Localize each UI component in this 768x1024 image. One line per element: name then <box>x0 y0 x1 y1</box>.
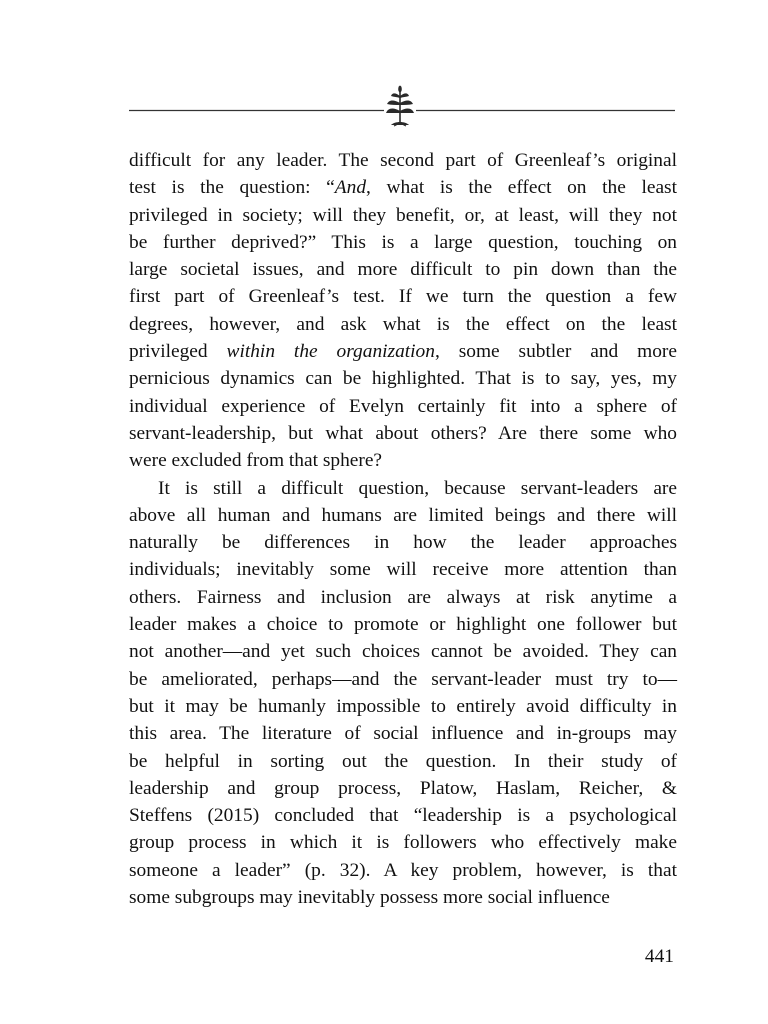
text-line <box>129 857 677 884</box>
text-line <box>129 475 677 502</box>
text-segment: Steffens (2015) concluded that “leadership is a psychological <box>129 805 677 827</box>
text-line <box>129 174 677 201</box>
text-segment: group process in which it is followers who effectively make <box>129 832 677 854</box>
text-line <box>129 256 677 283</box>
text-line <box>129 502 677 529</box>
body-text <box>129 147 677 911</box>
text-segment: others. Fairness and inclusion are always at risk anytime a <box>129 586 677 608</box>
text-line <box>129 202 677 229</box>
text-segment: above all human and humans are limited beings and there will <box>129 504 677 526</box>
text-segment: leader makes a choice to promote or highlight one follower but <box>129 614 677 636</box>
text-segment: individuals; inevitably some will receive more attention than <box>129 559 677 581</box>
text-segment: not another—and yet such choices cannot be avoided. They can <box>129 641 677 663</box>
text-segment: , what is the effect on the least <box>366 177 677 199</box>
paragraph <box>129 147 677 475</box>
text-segment: difficult for any leader. The second part of Greenleaf’s original <box>129 150 677 171</box>
text-segment: privileged in society; will they benefit, or, at least, will they not <box>129 204 677 226</box>
text-line <box>129 365 677 392</box>
text-line <box>129 802 677 829</box>
text-line <box>129 556 677 583</box>
text-segment: first part of Greenleaf’s test. If we turn the question a few <box>129 286 677 308</box>
text-line <box>129 338 677 365</box>
text-segment: be ameliorated, perhaps—and the servant-leader must try to— <box>129 668 677 690</box>
text-line <box>129 748 677 775</box>
text-line <box>129 611 677 638</box>
italic-text: And <box>334 177 367 199</box>
text-segment: test is the question: “ <box>129 177 335 199</box>
text-line <box>129 666 677 693</box>
text-segment: privileged <box>129 341 227 363</box>
text-line <box>129 720 677 747</box>
paragraph <box>129 475 677 912</box>
text-segment: , some subtler and more <box>434 341 677 363</box>
italic-text: within the organization <box>226 341 435 363</box>
page-number: 441 <box>644 946 674 967</box>
text-line <box>129 229 677 256</box>
text-line <box>129 829 677 856</box>
text-line <box>129 447 677 474</box>
text-segment: were excluded from that sphere? <box>129 450 383 472</box>
text-segment: servant-leadership, but what about others? Are there some who <box>129 422 677 444</box>
text-segment: leadership and group process, Platow, Haslam, Reicher, & <box>129 777 677 799</box>
header-rule <box>129 84 675 128</box>
text-line <box>129 638 677 665</box>
text-segment: It is still a difficult question, because servant-leaders are <box>158 477 677 499</box>
text-line <box>129 311 677 338</box>
text-segment: individual experience of Evelyn certainly fit into a sphere of <box>129 395 677 417</box>
text-segment: but it may be humanly impossible to entirely avoid difficulty in <box>129 695 677 717</box>
text-line <box>129 393 677 420</box>
text-segment: naturally be differences in how the leader approaches <box>129 532 677 554</box>
text-line <box>129 147 677 174</box>
text-segment: degrees, however, and ask what is the effect on the least <box>129 313 677 335</box>
text-line <box>129 283 677 310</box>
text-line <box>129 420 677 447</box>
sprout-icon <box>386 86 414 126</box>
text-segment: large societal issues, and more difficult to pin down than the <box>129 259 677 281</box>
text-segment: some subgroups may inevitably possess more social influence <box>129 887 610 909</box>
text-segment: be further deprived?” This is a large question, touching on <box>129 231 677 253</box>
text-segment: this area. The literature of social influence and in-groups may <box>129 723 677 745</box>
text-line <box>129 584 677 611</box>
header-ornament <box>129 84 675 128</box>
text-segment: be helpful in sorting out the question. In their study of <box>129 750 677 772</box>
text-line <box>129 775 677 802</box>
text-line <box>129 693 677 720</box>
text-line <box>129 529 677 556</box>
text-segment: pernicious dynamics can be highlighted. That is to say, yes, my <box>129 368 677 390</box>
text-line <box>129 884 677 911</box>
text-segment: someone a leader” (p. 32). A key problem, however, is that <box>129 859 677 881</box>
